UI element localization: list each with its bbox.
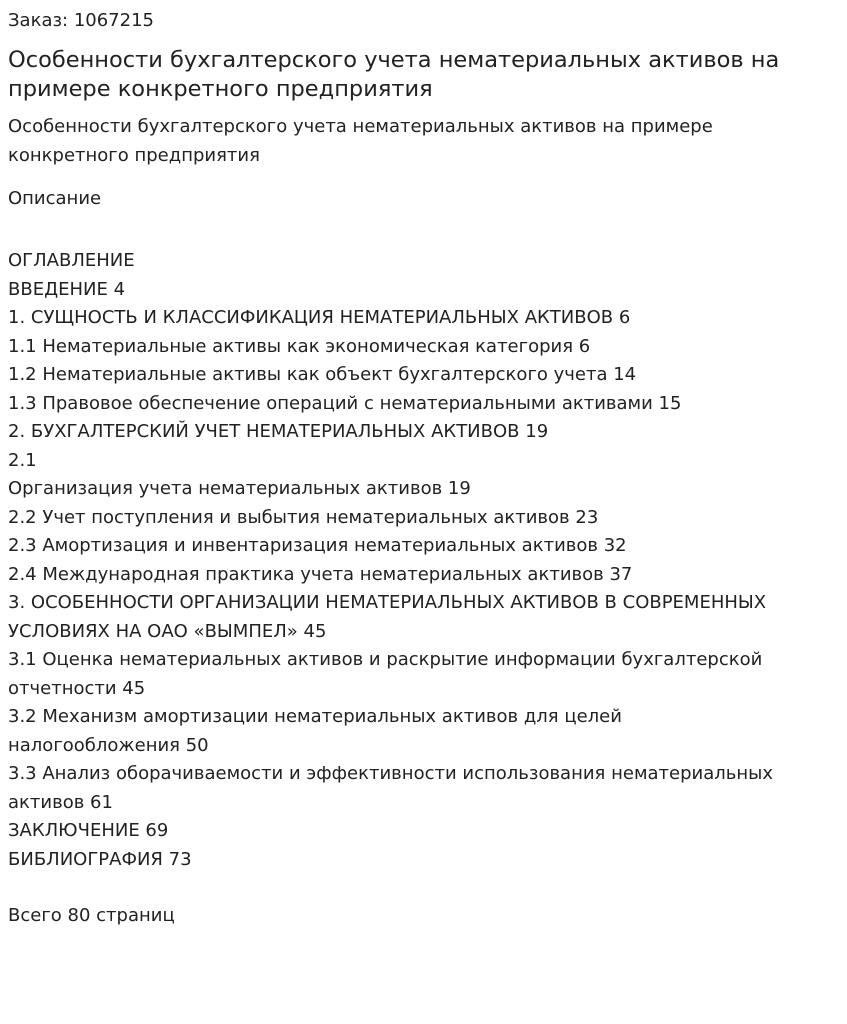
toc-line: Организация учета нематериальных активов 19: [8, 478, 471, 499]
toc-line: 1.1 Нематериальные активы как экономическая категория 6: [8, 335, 591, 357]
toc-line: 3.3 Анализ оборачиваемости и эффективности использования нематериальных: [8, 763, 774, 784]
toc-line: 1.2 Нематериальные активы как объект бухгалтерского учета 14: [8, 364, 637, 385]
toc-line: ВВЕДЕНИЕ 4: [8, 278, 126, 300]
subtitle-line: конкретного предприятия: [8, 144, 260, 166]
toc-line: налогообложения 50: [8, 734, 209, 756]
toc-line: 3.1 Оценка нематериальных активов и раскрытие информации бухгалтерской: [8, 649, 763, 670]
toc-line: 1. СУЩНОСТЬ И КЛАССИФИКАЦИЯ НЕМАТЕРИАЛЬНЫХ АКТИВОВ 6: [8, 307, 631, 328]
toc-line: 2.4 Международная практика учета нематериальных активов 37: [8, 563, 633, 585]
toc-line: отчетности 45: [8, 677, 146, 699]
description-heading: Описание: [8, 188, 102, 209]
toc-line: активов 61: [8, 791, 113, 813]
toc-line: 1.3 Правовое обеспечение операций с нематериальными активами 15: [8, 392, 682, 414]
toc-line: 3.2 Механизм амортизации нематериальных активов для целей: [8, 706, 622, 727]
title-line: примере конкретного предприятия: [8, 76, 433, 102]
toc-line: 2. БУХГАЛТЕРСКИЙ УЧЕТ НЕМАТЕРИАЛЬНЫХ АКТИВОВ 19: [8, 421, 549, 442]
toc-line: ЗАКЛЮЧЕНИЕ 69: [8, 820, 169, 841]
subtitle-line: Особенности бухгалтерского учета нематериальных активов на примере: [8, 116, 713, 137]
toc-line: 2.2 Учет поступления и выбытия нематериальных активов 23: [8, 506, 599, 528]
toc-line: 2.1: [8, 449, 37, 471]
total-pages: Всего 80 страниц: [8, 905, 175, 926]
toc-line: 2.3 Амортизация и инвентаризация нематериальных активов 32: [8, 535, 627, 556]
toc-line: БИБЛИОГРАФИЯ 73: [8, 848, 192, 870]
page-title: [8, 46, 838, 104]
order-number: Заказ: 1067215: [8, 10, 154, 31]
page-subtitle: [8, 113, 808, 170]
table-of-contents: [8, 247, 838, 874]
toc-line: 3. ОСОБЕННОСТИ ОРГАНИЗАЦИИ НЕМАТЕРИАЛЬНЫХ АКТИВОВ В СОВРЕМЕННЫХ: [8, 592, 767, 613]
title-line: Особенности бухгалтерского учета нематериальных активов на: [8, 47, 780, 73]
toc-heading: ОГЛАВЛЕНИЕ: [8, 250, 135, 271]
toc-line: УСЛОВИЯХ НА ОАО «ВЫМПЕЛ» 45: [8, 620, 327, 642]
